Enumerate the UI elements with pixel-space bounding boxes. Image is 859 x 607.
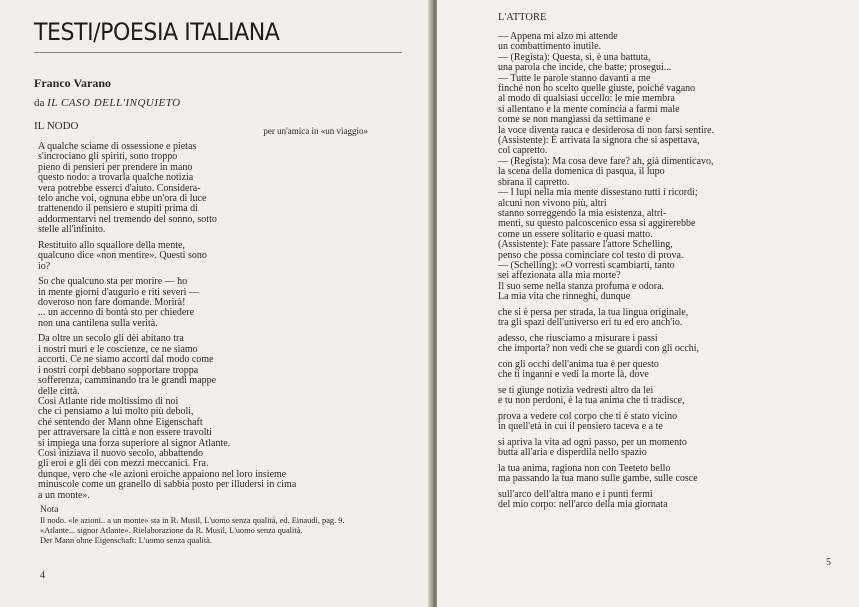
dialogue-body: [498, 32, 843, 516]
couplet: prova a vedere col corpo che ti è stato vicino in quell'età in cui il pensiero taceva e a te: [498, 410, 678, 433]
source-line: [34, 97, 181, 109]
footnote-body: Il nodo. «le azioni.. a un monte» sta in R. Musil, L'uomo senza qualità, ed. Einaudi, pag. 9. «Atlante... signor Atlante». Rielaborazione da R. Musil, L'uomo senza qualità. Der Mann ohne Eigenschaft: L'uomo senza qualità.: [40, 516, 345, 545]
section-heading: L'ATTORE: [498, 12, 547, 23]
footnote: [40, 505, 385, 546]
poem-title: IL NODO: [34, 120, 79, 132]
footnote-heading: Nota: [40, 505, 59, 515]
couplet: che si è persa per strada, la tua lingua originale, tra gli spazi dell'universo eri tu ed ero anch'io.: [498, 306, 689, 329]
source-prefix: da: [34, 97, 45, 109]
stanza: Da oltre un secolo gli dèi abitano tra i nostri muri e le coscienze, ce ne siamo accorti. Ce ne siamo accorti dal modo come i nostri corpi debbano sopportare troppa sofferenza, camminando tra le grandi mappe delle città. Così Atlante ride moltissimo di noi che ci pensiamo a lui molto più deboli, ché sentendo der Mann ohne Eigenschaft per attraversare la città e non essere travolti si impiega una forza superiore al signor Atlante. Così iniziava il nuovo secolo, abbattendo gli eroi e gli dèi con mezzi meccanici. Fra. dunque, vero che «le azioni eroiche appaiono nel loro insieme minuscole come un granello di sabbia posto per illudersi in cima a un monte».: [38, 333, 297, 501]
stanza: So che qualcuno sta per morire — ho in mente giorni d'augurio e riti severi — doveroso non fare domande. Morirà! ... un accenno di bontà sto per chiedere non una cantilena sulla verità.: [38, 276, 199, 329]
couplet: sull'arco dell'altra mano e i punti fermi del mio corpo: nell'arco della mia giornata: [498, 488, 668, 511]
dialogue-block: — Appena mi alzo mi attende un combattimento inutile. — (Regista): Questa, sì, è una battuta, una parola che incide, che batte; prosegui... — Tutte le parole stanno davanti a me finché non ho scelto quelle giuste, poiché vagano al modo di qualsiasi uccello: le mie membra si allentano e la mente comincia a farmi male come se non mangiassi da settimane e la voce diventa rauca e desiderosa di non farsi sentire. (Assistente): È arrivata la signora che si aspettava, col capretto. — (Regista): Ma cosa deve fare? ah, già dimenticavo, la scena della domenica di pasqua, il lupo sbrana il capretto. — I lupi nella mia mente dissestano tutti i ricordi; alcuni non vivono più, altri stanno sorreggendo la mia esistenza, altri- menti, su questo palcoscenico essa si aggirerebbe come un essere solitario e quasi matto. (Assistente): Fate passare l'attore Schelling, penso che possa cominciare col testo di prova. — (Schelling): «O vorresti scambiarti, tanto sei affezionata alla mia morte? Il suo seme nella stanza profuma e odora. La mia vita che rinneghi, dunque: [498, 31, 715, 303]
page-number-left: 4: [40, 570, 45, 581]
source-book-title: IL CASO DELL'INQUIETO: [47, 97, 181, 109]
couplet: se ti giunge notizia vedresti altro da lei e tu non perdoni, è la tua anima che ti tradisce,: [498, 384, 685, 407]
stanza: A qualche sciame di ossessione e pietas s'incrociano gli spiriti, sono troppo pieno di pensieri per prendere in mano questo nodo: a trovarla qualche notizia vera potrebbe esserci d'aiuto. Considera- telo anche voi, ognuna ebbe un'ora di luce trattenendo il pensiero e stupiti prima di addormentarvi nel tremendo del sonno, sotto stelle all'infinito.: [38, 141, 217, 236]
author-name: Franco Varano: [34, 76, 112, 90]
couplet: la tua anima, ragiona non con Teeteto bello ma passando la tua mano sulle gambe, sulle cosce: [498, 462, 698, 485]
right-page: [437, 0, 859, 607]
couplet: adesso, che riusciamo a misurare i passi che importa? non vedi che se guardi con gli occhi,: [498, 332, 700, 355]
stanza: Restituito allo squallore della mente, qualcuno dice «non mentire». Questi sono io?: [38, 239, 207, 272]
page-number-right: 5: [826, 557, 831, 568]
couplet: con gli occhi dell'anima tua è per questo che ti inganni e vedi la morte là, dove: [498, 358, 659, 381]
poem-body: [38, 142, 388, 506]
heading-rule: [34, 52, 402, 53]
page-heading: TESTI/POESIA ITALIANA: [34, 18, 280, 46]
couplet: si apriva la vita ad ogni passo, per un momento butta all'aria e disperdila nello spazio: [498, 436, 687, 459]
dedication: per un'amica in «un viaggio»: [263, 126, 368, 136]
